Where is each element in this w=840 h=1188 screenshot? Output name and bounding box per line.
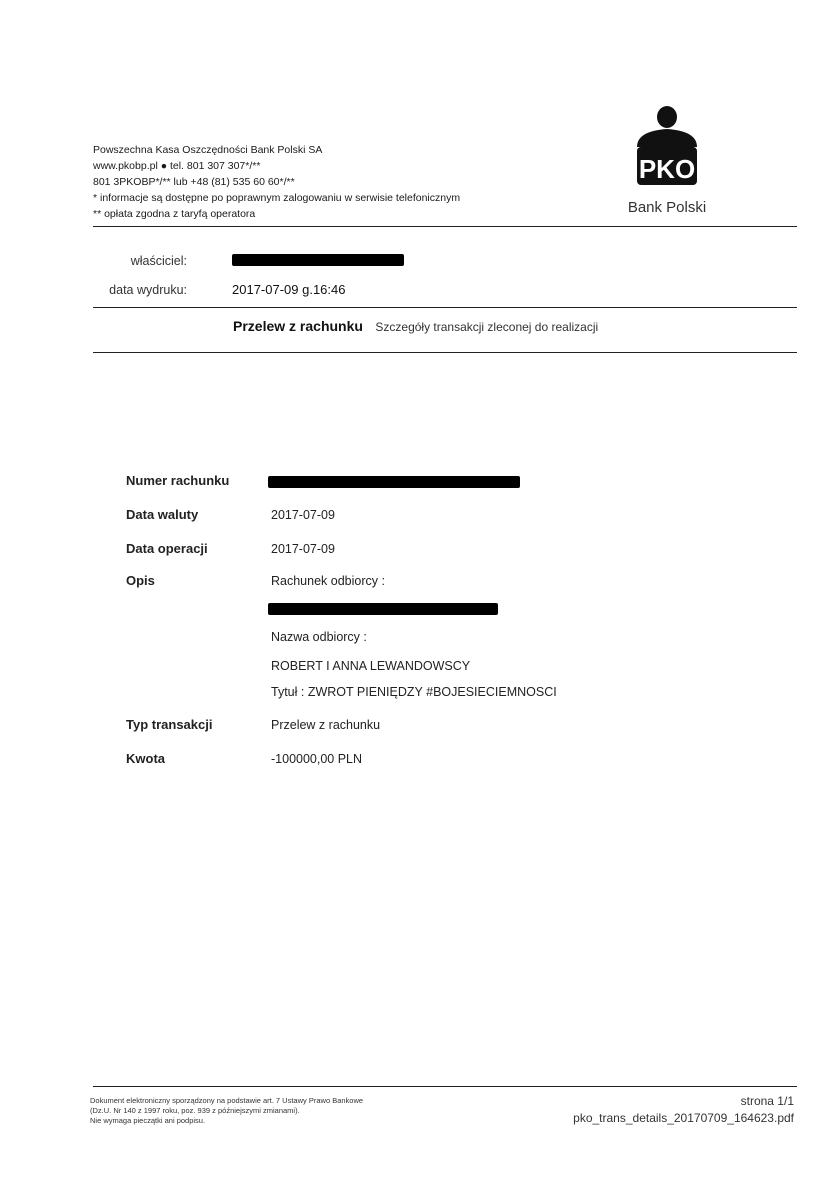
amount-value: -100000,00 PLN [271, 752, 363, 766]
divider [93, 226, 797, 227]
pko-monogram-icon [628, 103, 706, 191]
account-number-label: Numer rachunku [126, 473, 230, 488]
bank-name: Powszechna Kasa Oszczędności Bank Polski SA [93, 144, 323, 156]
owner-redaction [232, 254, 404, 266]
subject-title: Przelew z rachunku [233, 318, 363, 334]
logo-text: Bank Polski [627, 199, 707, 216]
amount-label: Kwota [126, 751, 165, 766]
recipient-name: ROBERT I ANNA LEWANDOWSCY [271, 659, 471, 673]
transaction-type-label: Typ transakcji [126, 717, 213, 732]
legal-line-1: Dokument elektroniczny sporządzony na podstawie art. 7 Ustawy Prawo Bankowe [90, 1096, 364, 1105]
divider [93, 307, 797, 308]
footer-divider [93, 1086, 797, 1087]
legal-notice [90, 1096, 363, 1126]
owner-label: właściciel: [130, 254, 187, 268]
transfer-title: Tytuł : ZWROT PIENIĘDZY #BOJESIECIEMNOSCI [271, 685, 557, 699]
divider [93, 352, 797, 353]
transaction-type-value: Przelew z rachunku [271, 718, 381, 732]
print-date-value: 2017-07-09 g.16:46 [232, 282, 346, 297]
operation-date-label: Data operacji [126, 541, 208, 556]
page-number: strona 1/1 [740, 1094, 794, 1108]
recipient-name-label: Nazwa odbiorcy : [271, 630, 367, 644]
value-date-label: Data waluty [126, 507, 199, 522]
bank-logo [612, 103, 722, 221]
info-note-1: * informacje są dostępne po poprawnym zalogowaniu w serwisie telefonicznym [93, 192, 461, 204]
print-date-label: data wydruku: [109, 283, 187, 297]
legal-line-3: Nie wymaga pieczątki ani podpisu. [90, 1116, 206, 1125]
value-date-value: 2017-07-09 [271, 508, 335, 522]
description-label: Opis [126, 573, 155, 588]
recipient-account-label: Rachunek odbiorcy : [271, 574, 385, 588]
logo-monogram: PKO [638, 154, 696, 184]
contact-line-2: 801 3PKOBP*/** lub +48 (81) 535 60 60*/** [93, 176, 295, 188]
subject-description: Szczegóły transakcji zleconej do realizacji [375, 320, 599, 334]
legal-line-2: (Dz.U. Nr 140 z 1997 roku, poz. 939 z późniejszymi zmianami). [90, 1106, 300, 1115]
bank-info [93, 142, 460, 222]
file-name: pko_trans_details_20170709_164623.pdf [573, 1111, 794, 1125]
contact-line-1: www.pkobp.pl ● tel. 801 307 307*/** [93, 160, 261, 172]
info-note-2: ** opłata zgodna z taryfą operatora [93, 208, 256, 220]
operation-date-value: 2017-07-09 [271, 542, 335, 556]
recipient-account-redaction [268, 603, 498, 615]
account-number-redaction [268, 476, 520, 488]
document-subject [233, 318, 598, 336]
